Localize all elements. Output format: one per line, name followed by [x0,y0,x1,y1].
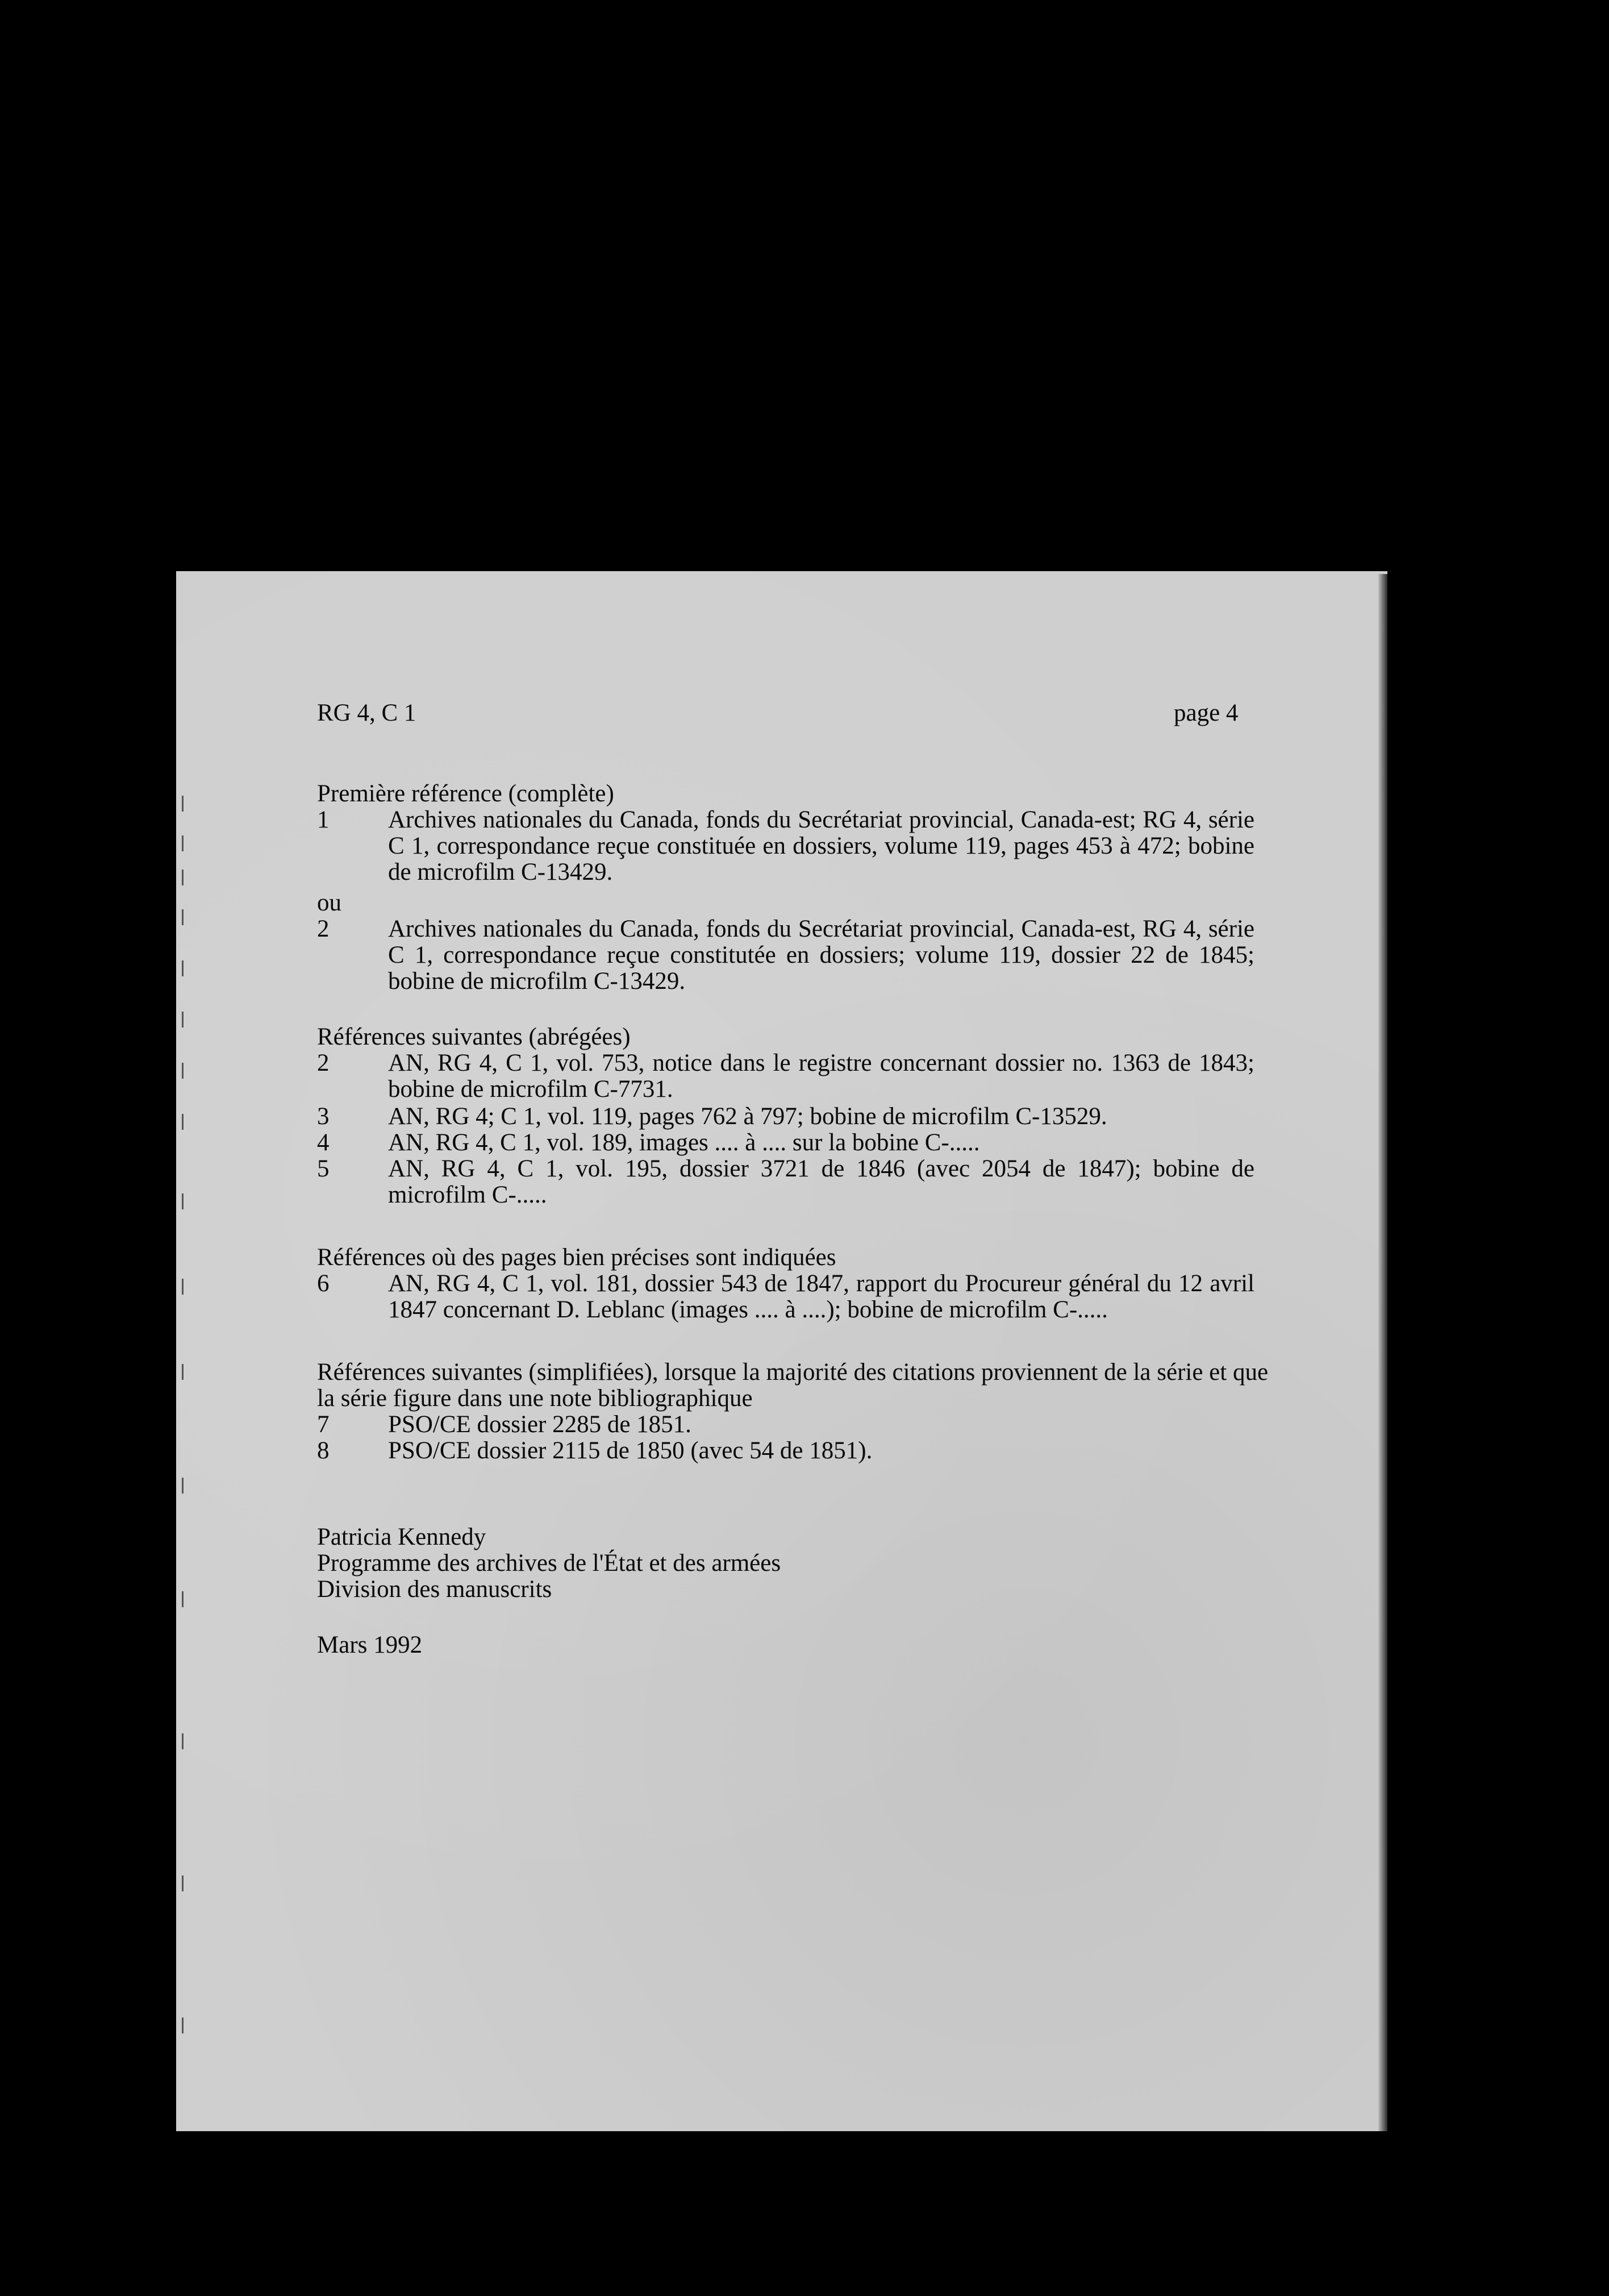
entry-text: AN, RG 4, C 1, vol. 189, images .... à .... sur la bobine C-..... [388,1129,980,1156]
entry-number: 7 [317,1411,330,1438]
author-division: Division des manuscrits [317,1576,552,1603]
entry-text: PSO/CE dossier 2115 de 1850 (avec 54 de 1851). [388,1437,873,1464]
document-date: Mars 1992 [317,1632,423,1658]
reference-entry-1 [317,807,1254,887]
entry-text: AN, RG 4, C 1, vol. 195, dossier 3721 de 1846 (avec 2054 de 1847); bobine de microfilm C-..... [388,1155,1254,1208]
header-reference: RG 4, C 1 [317,700,416,726]
entry-number: 2 [317,916,330,942]
entry-number: 6 [317,1270,330,1297]
reference-entry-following-3 [317,1104,1254,1130]
reference-entry-2 [317,916,1254,996]
section-title-following-references: Références suivantes (abrégées) [317,1024,631,1050]
entry-number: 1 [317,806,330,833]
reference-entry-following-4 [317,1130,1254,1156]
entry-number: 8 [317,1437,330,1464]
reference-entry-following-2 [317,1050,1254,1103]
entry-text: PSO/CE dossier 2285 de 1851. [388,1411,691,1438]
entry-number: 5 [317,1155,330,1182]
entry-text: AN, RG 4, C 1, vol. 753, notice dans le registre concernant dossier no. 1363 de 1843; bobine de microfilm C-7731. [388,1050,1254,1103]
section-title-simplified-line-2: la série figure dans une note bibliographique [317,1385,753,1412]
entry-text: Archives nationales du Canada, fonds du Secrétariat provincial, Canada-est, RG 4, série C 1, correspondance reçue constitutée en dossiers; volume 119, dossier 22 de 1845; bobine de microfilm C-13429. [388,916,1254,995]
entry-text: AN, RG 4, C 1, vol. 181, dossier 543 de 1847, rapport du Procureur général du 12 avril 1847 concernant D. Leblanc (images .... à ....); bobine de microfilm C-..... [388,1270,1254,1323]
page-right-edge [1378,574,1387,2131]
entry-number: 4 [317,1129,330,1156]
author-program: Programme des archives de l'État et des armées [317,1550,781,1577]
author-name: Patricia Kennedy [317,1524,486,1550]
section-title-simplified-line-1: Références suivantes (simplifiées), lorsque la majorité des citations proviennent de la série et que [317,1359,1269,1386]
reference-entry-8 [317,1438,1254,1464]
reference-entry-6 [317,1271,1254,1323]
section-title-first-reference: Première référence (complète) [317,780,614,807]
entry-number: 3 [317,1103,330,1130]
entry-text: Archives nationales du Canada, fonds du Secrétariat provincial, Canada-est; RG 4, série C 1, correspondance reçue constituée en dossiers, volume 119, pages 453 à 472; bobine de microfilm C-13429. [388,806,1254,885]
left-edge-marks [182,796,187,2046]
entry-number: 2 [317,1050,330,1076]
entry-text: AN, RG 4; C 1, vol. 119, pages 762 à 797; bobine de microfilm C-13529. [388,1103,1107,1130]
header-page-number: page 4 [1174,700,1239,726]
reference-entry-following-5 [317,1156,1254,1208]
section-title-precise-pages: Références où des pages bien précises sont indiquées [317,1244,836,1271]
or-label: ou [317,889,341,916]
reference-entry-7 [317,1412,1254,1438]
